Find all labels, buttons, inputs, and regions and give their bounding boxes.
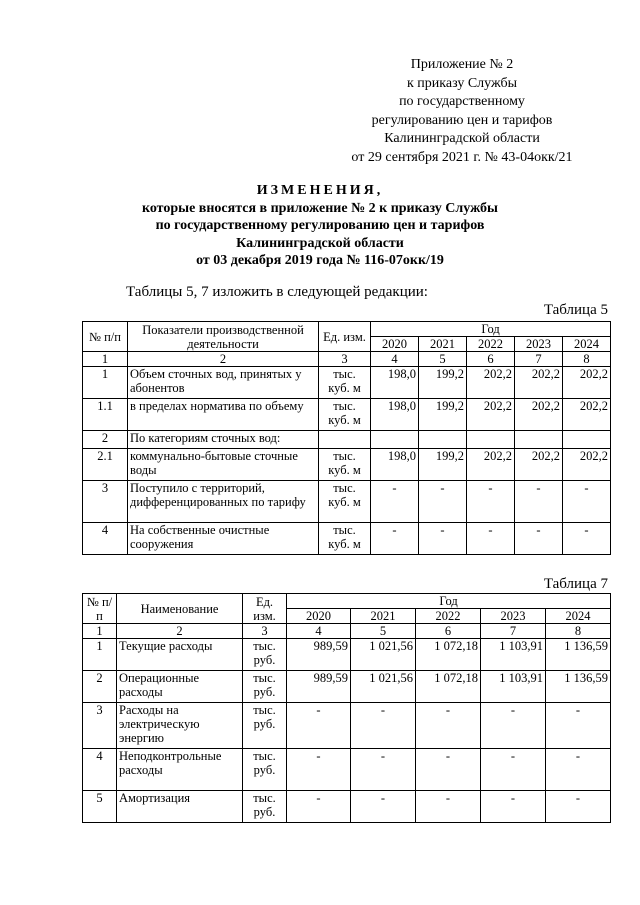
row-name: Текущие расходы	[117, 639, 243, 671]
column-number-cell: 7	[515, 352, 563, 367]
col-header-num: № п/п	[83, 594, 117, 624]
table7-caption: Таблица 7	[543, 576, 608, 592]
value-cell: -	[515, 481, 563, 523]
value-cell: -	[546, 703, 611, 749]
value-cell: 1 136,59	[546, 671, 611, 703]
value-cell: 199,2	[419, 449, 467, 481]
value-cell: -	[481, 749, 546, 791]
value-cell: -	[563, 523, 611, 555]
row-name: На собственные очистные сооружения	[128, 523, 319, 555]
column-number-cell: 6	[467, 352, 515, 367]
title-line: которые вносятся в приложение № 2 к приказу Службы	[141, 200, 498, 216]
value-cell: 198,0	[371, 399, 419, 431]
value-cell: 989,59	[287, 639, 351, 671]
col-header-name: Наименование	[117, 594, 243, 624]
value-cell: -	[481, 703, 546, 749]
title-line: от 03 декабря 2019 года № 116-07окк/19	[196, 253, 444, 268]
column-number-cell: 5	[419, 352, 467, 367]
row-number: 2.1	[83, 449, 128, 481]
year-cell: 2020	[371, 337, 419, 352]
row-unit: тыс. руб.	[243, 671, 287, 703]
column-number-cell: 4	[371, 352, 419, 367]
value-cell: 1 021,56	[351, 639, 416, 671]
value-cell: 202,2	[515, 399, 563, 431]
title-line: по государственному регулированию цен и тарифов	[155, 218, 485, 233]
value-cell: 1 072,18	[416, 639, 481, 671]
value-cell	[563, 431, 611, 449]
value-cell: 202,2	[563, 399, 611, 431]
row-unit: тыс. руб.	[243, 749, 287, 791]
row-name: Операционные расходы	[117, 671, 243, 703]
row-unit: тыс. куб. м	[319, 481, 371, 523]
table-row	[83, 449, 611, 481]
value-cell: 202,2	[467, 449, 515, 481]
row-name: в пределах норматива по объему	[128, 399, 319, 431]
value-cell: -	[467, 481, 515, 523]
value-cell: -	[371, 523, 419, 555]
appendix-line: по государственному	[399, 94, 525, 109]
value-cell: -	[563, 481, 611, 523]
value-cell: -	[351, 749, 416, 791]
title-line: Калининградской области	[236, 235, 404, 251]
row-number: 4	[83, 523, 128, 555]
value-cell: -	[351, 703, 416, 749]
column-number-cell: 2	[117, 624, 243, 639]
document-title	[0, 182, 640, 270]
value-cell: 1 072,18	[416, 671, 481, 703]
table-row	[83, 523, 611, 555]
appendix-line: к приказу Службы	[407, 75, 517, 91]
value-cell: -	[416, 749, 481, 791]
row-name: Поступило с территорий, дифференцированных по тарифу	[128, 481, 319, 523]
column-number-cell: 1	[83, 624, 117, 639]
column-number-row	[83, 624, 611, 639]
value-cell: 202,2	[467, 399, 515, 431]
column-number-cell: 3	[319, 352, 371, 367]
value-cell: -	[419, 523, 467, 555]
value-cell: -	[515, 523, 563, 555]
value-cell: 202,2	[467, 367, 515, 399]
table-row	[83, 791, 611, 823]
row-number: 1.1	[83, 399, 128, 431]
value-cell: 198,0	[371, 367, 419, 399]
col-header-year: Год	[287, 594, 611, 609]
year-cell: 2022	[416, 609, 481, 624]
col-header-name: Показатели производственной деятельности	[128, 322, 319, 352]
value-cell: 202,2	[563, 367, 611, 399]
value-cell: -	[419, 481, 467, 523]
row-unit: тыс. куб. м	[319, 367, 371, 399]
table-row	[83, 749, 611, 791]
table-row	[83, 367, 611, 399]
row-unit: тыс. куб. м	[319, 449, 371, 481]
value-cell	[371, 431, 419, 449]
column-number-cell: 6	[416, 624, 481, 639]
value-cell: 1 103,91	[481, 671, 546, 703]
title-heading: ИЗМЕНЕНИЯ,	[256, 183, 384, 198]
row-name: По категориям сточных вод:	[128, 431, 319, 449]
row-unit: тыс. руб.	[243, 791, 287, 823]
row-number: 2	[83, 431, 128, 449]
table5-caption: Таблица 5	[543, 302, 608, 318]
column-number-cell: 8	[563, 352, 611, 367]
table-row	[83, 639, 611, 671]
col-header-unit: Ед. изм.	[319, 322, 371, 352]
row-name: коммунально-бытовые сточные воды	[128, 449, 319, 481]
year-cell: 2022	[467, 337, 515, 352]
year-cell: 2024	[546, 609, 611, 624]
row-name: Объем сточных вод, принятых у абонентов	[128, 367, 319, 399]
appendix-line: Калининградской области	[384, 131, 540, 146]
row-name: Расходы на электрическую энергию	[117, 703, 243, 749]
row-number: 3	[83, 703, 117, 749]
table-7	[82, 593, 611, 823]
col-header-unit: Ед. изм.	[243, 594, 287, 624]
table-row	[83, 703, 611, 749]
row-unit	[319, 431, 371, 449]
column-number-cell: 1	[83, 352, 128, 367]
value-cell: -	[416, 703, 481, 749]
value-cell: 199,2	[419, 399, 467, 431]
value-cell: 198,0	[371, 449, 419, 481]
appendix-line: от 29 сентября 2021 г. № 43-04окк/21	[351, 149, 573, 165]
table-row	[83, 399, 611, 431]
table-row	[83, 481, 611, 523]
row-number: 1	[83, 639, 117, 671]
column-number-cell: 8	[546, 624, 611, 639]
value-cell: -	[467, 523, 515, 555]
value-cell: -	[546, 791, 611, 823]
row-number: 2	[83, 671, 117, 703]
value-cell: 1 103,91	[481, 639, 546, 671]
column-number-row	[83, 352, 611, 367]
row-unit: тыс. руб.	[243, 703, 287, 749]
value-cell: -	[287, 791, 351, 823]
value-cell: -	[287, 749, 351, 791]
col-header-year: Год	[371, 322, 611, 337]
value-cell: -	[287, 703, 351, 749]
appendix-header	[322, 56, 602, 167]
value-cell	[515, 431, 563, 449]
row-unit: тыс. куб. м	[319, 523, 371, 555]
appendix-line: Приложение № 2	[410, 57, 514, 72]
value-cell: 202,2	[515, 367, 563, 399]
row-number: 5	[83, 791, 117, 823]
column-number-cell: 7	[481, 624, 546, 639]
value-cell	[467, 431, 515, 449]
appendix-line: регулированию цен и тарифов	[371, 112, 553, 128]
row-unit: тыс. куб. м	[319, 399, 371, 431]
row-number: 4	[83, 749, 117, 791]
value-cell: -	[481, 791, 546, 823]
row-name: Амортизация	[117, 791, 243, 823]
row-unit: тыс. руб.	[243, 639, 287, 671]
column-number-cell: 5	[351, 624, 416, 639]
column-number-cell: 3	[243, 624, 287, 639]
year-cell: 2023	[515, 337, 563, 352]
row-number: 1	[83, 367, 128, 399]
table-row	[83, 431, 611, 449]
year-cell: 2020	[287, 609, 351, 624]
value-cell: -	[371, 481, 419, 523]
header-row	[83, 322, 611, 337]
value-cell: 1 136,59	[546, 639, 611, 671]
row-number: 3	[83, 481, 128, 523]
table-5	[82, 321, 611, 555]
header-row	[83, 594, 611, 609]
value-cell: 199,2	[419, 367, 467, 399]
value-cell	[419, 431, 467, 449]
value-cell: 202,2	[515, 449, 563, 481]
value-cell: -	[416, 791, 481, 823]
col-header-num: № п/п	[83, 322, 128, 352]
value-cell: 202,2	[563, 449, 611, 481]
value-cell: -	[546, 749, 611, 791]
column-number-cell: 4	[287, 624, 351, 639]
year-cell: 2024	[563, 337, 611, 352]
value-cell: 1 021,56	[351, 671, 416, 703]
column-number-cell: 2	[128, 352, 319, 367]
value-cell: -	[351, 791, 416, 823]
value-cell: 989,59	[287, 671, 351, 703]
year-cell: 2021	[351, 609, 416, 624]
table-row	[83, 671, 611, 703]
intro-text: Таблицы 5, 7 изложить в следующей редакции:	[126, 284, 428, 300]
year-cell: 2023	[481, 609, 546, 624]
row-name: Неподконтрольные расходы	[117, 749, 243, 791]
year-cell: 2021	[419, 337, 467, 352]
